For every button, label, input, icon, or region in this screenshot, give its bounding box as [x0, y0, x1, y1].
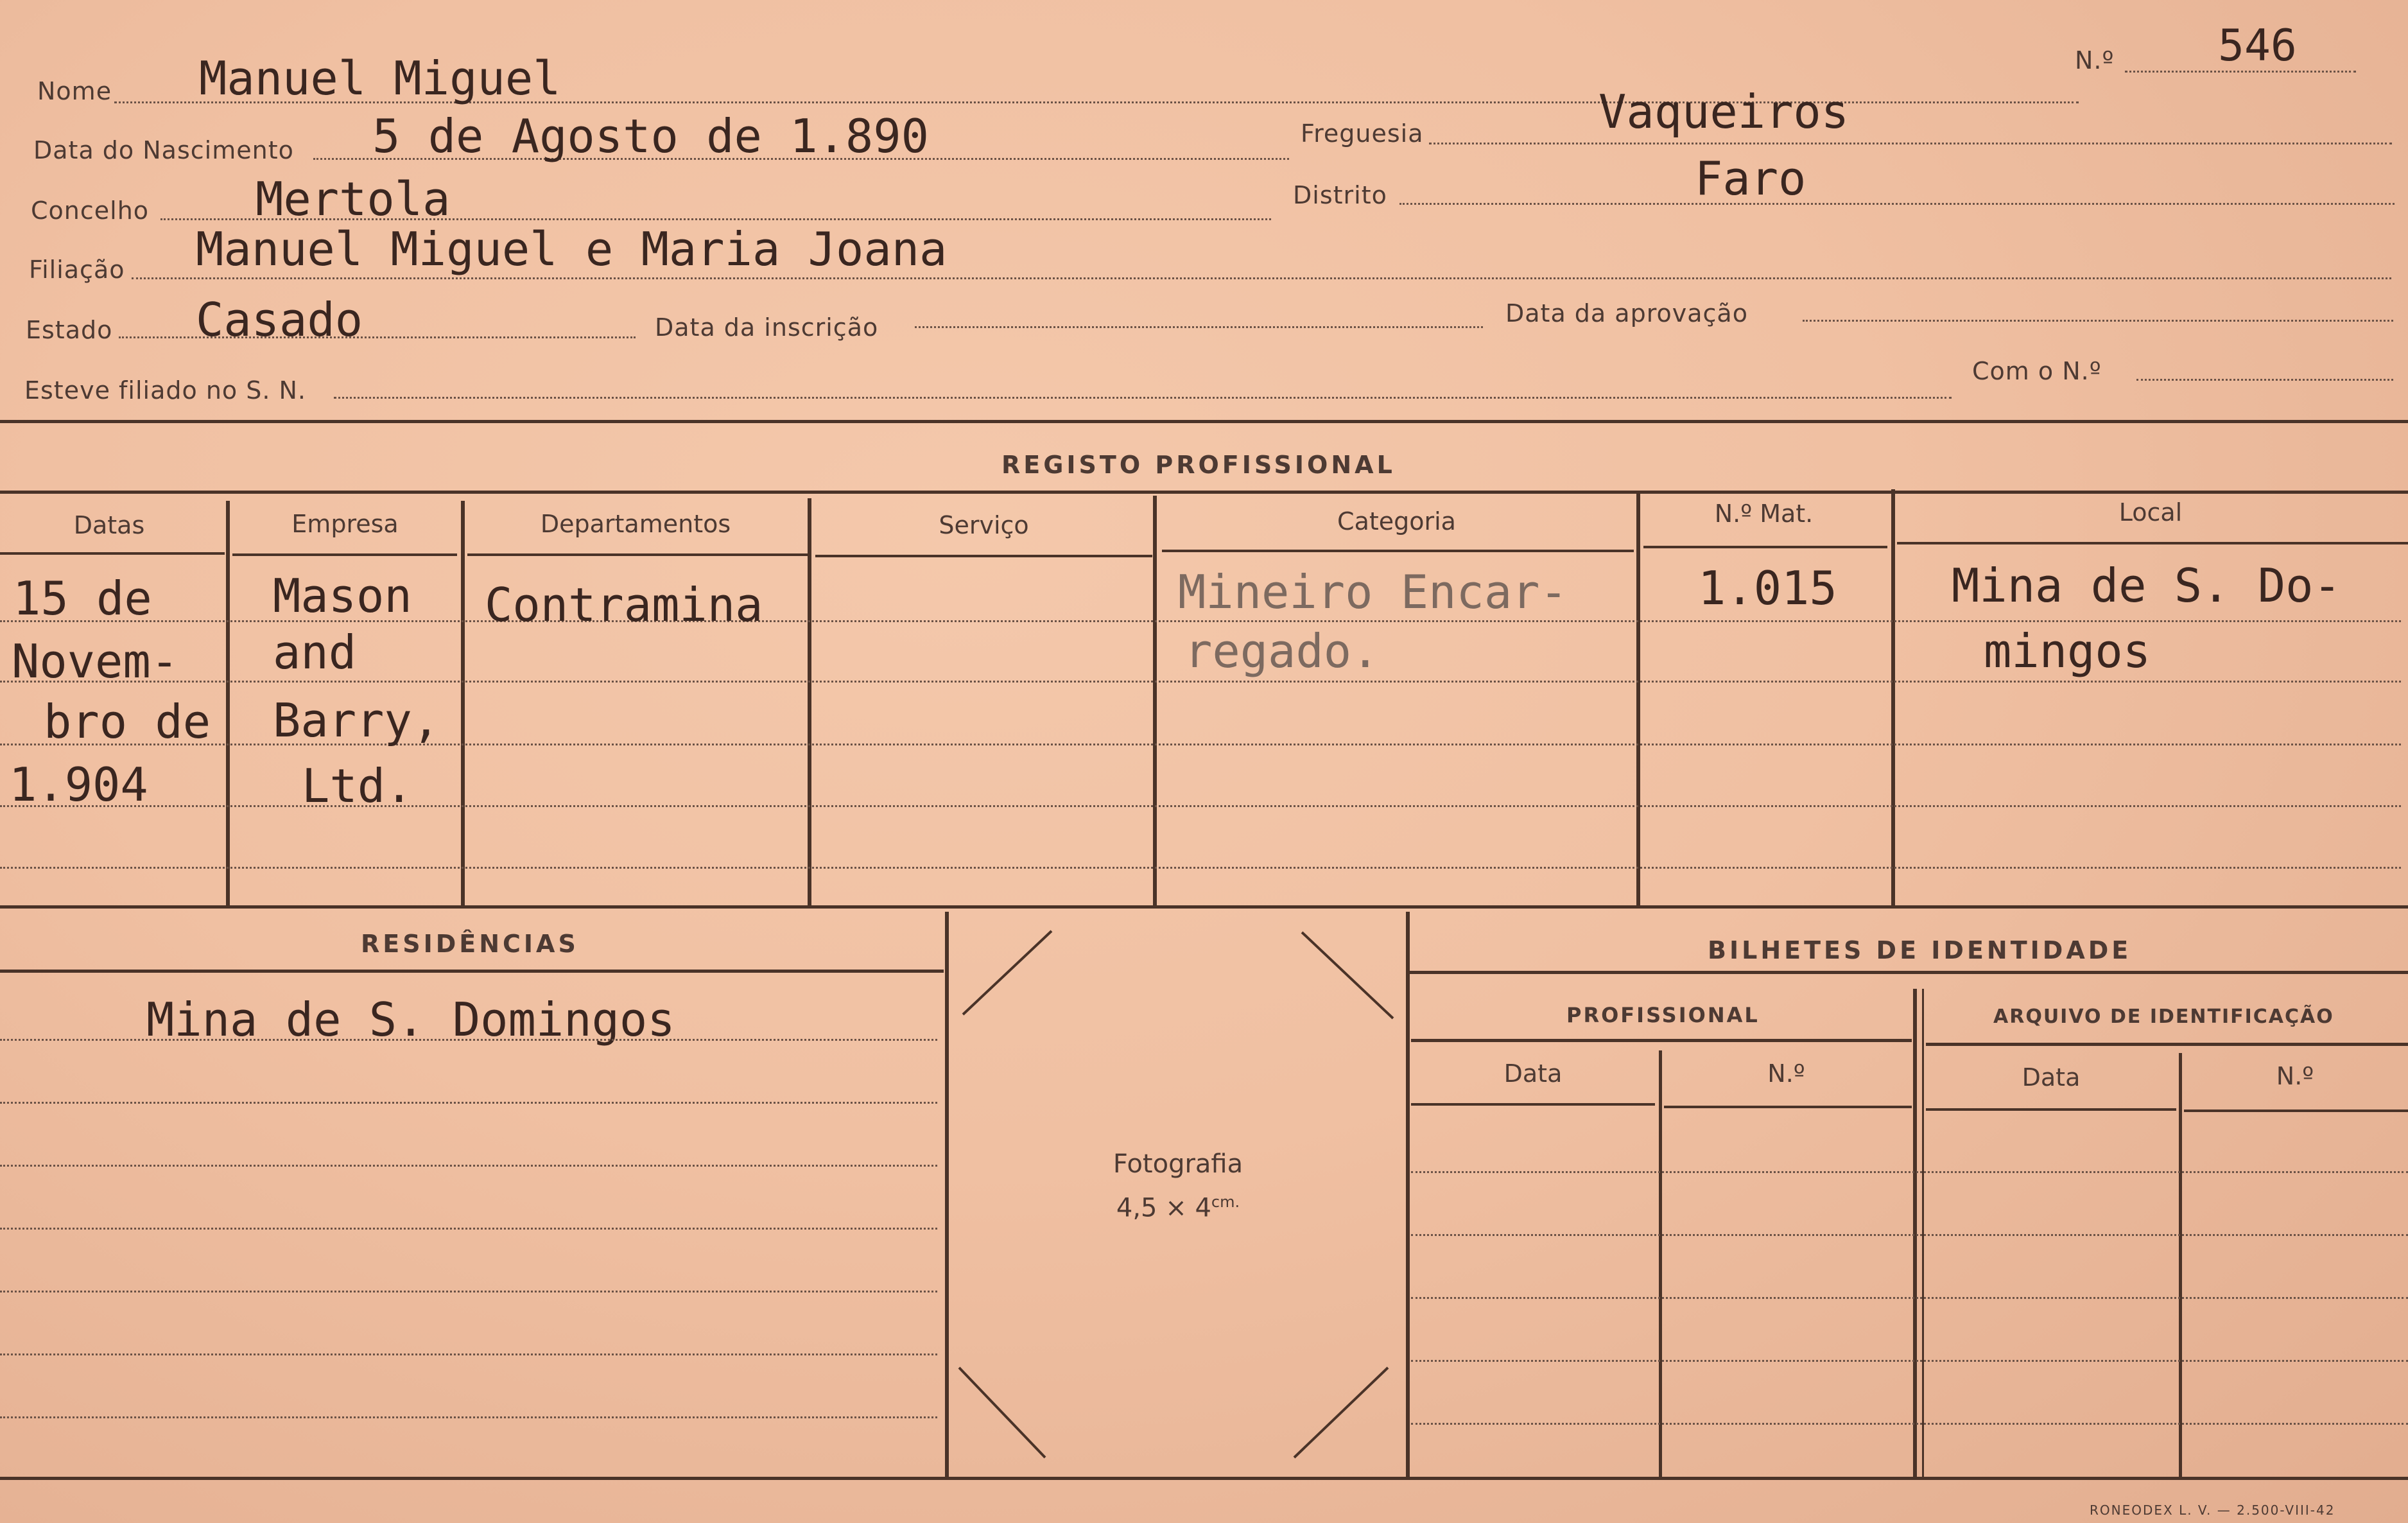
residencias-line [0, 1416, 937, 1418]
estado-value: Casado [196, 293, 363, 347]
col-mat-header: N.º Mat. [1714, 500, 1814, 528]
inscricao-label: Data da inscrição [655, 313, 879, 342]
nascimento-value: 5 de Agosto de 1.890 [372, 109, 929, 163]
residencias-line [0, 1353, 937, 1355]
arquivo-data-underline [1926, 1108, 2176, 1111]
com-numero-line [2136, 379, 2393, 381]
residencias-line [0, 1291, 937, 1292]
col-empresa-header: Empresa [291, 510, 399, 538]
inscricao-line [915, 326, 1483, 328]
bilhetes-profissional-title: PROFISSIONAL [1566, 1003, 1760, 1027]
photo-corner-top-right [1302, 932, 1393, 1018]
col-divider-2 [461, 501, 465, 907]
filiado-label: Esteve filiado no S. N. [24, 376, 307, 405]
aprovacao-line [1803, 320, 2393, 322]
residencias-line [0, 1039, 937, 1041]
registo-empresa-line-3: Barry, [273, 693, 440, 747]
col-departamentos-header: Departamentos [540, 510, 731, 538]
printer-mark: RONEODEX L. V. — 2.500-VIII-42 [2090, 1502, 2335, 1518]
col-servico-header: Serviço [939, 511, 1029, 539]
col-local-underline [1897, 542, 2408, 544]
photo-corner-bottom-right [1294, 1368, 1388, 1458]
photo-left-border [945, 912, 949, 1477]
col-divider-3 [808, 498, 811, 907]
photo-size-value: 4,5 × 4 [1116, 1193, 1211, 1223]
concelho-label: Concelho [31, 196, 150, 225]
profissional-rule [1411, 1039, 1912, 1042]
freguesia-line [1429, 143, 2392, 144]
registo-empresa-line-1: Mason [273, 569, 412, 623]
photo-size [950, 1193, 1406, 1223]
distrito-value: Faro [1695, 152, 1806, 205]
residencias-title: RESIDÊNCIAS [361, 930, 579, 958]
col-mat-underline [1643, 546, 1887, 548]
freguesia-value: Vaqueiros [1598, 85, 1849, 139]
registo-row-line [0, 681, 2401, 683]
bilhetes-group-divider [1913, 989, 1917, 1477]
registo-row-line [0, 867, 2401, 869]
arquivo-rule [1926, 1043, 2408, 1046]
residencias-line [0, 1165, 937, 1167]
col-servico-underline [815, 555, 1152, 557]
nascimento-label: Data do Nascimento [33, 136, 294, 164]
photo-right-border [1406, 912, 1410, 1477]
registo-datas-line-3: bro de [44, 695, 211, 749]
nome-label: Nome [37, 77, 112, 105]
profissional-numero-header: N.º [1767, 1059, 1805, 1088]
registo-header-rule [0, 491, 2408, 494]
distrito-label: Distrito [1293, 181, 1387, 209]
photo-label: Fotografia [1113, 1149, 1243, 1179]
profissional-numero-underline [1664, 1106, 1912, 1108]
filiado-line [334, 397, 1952, 399]
col-departamentos-underline [467, 553, 808, 556]
bilhetes-title: BILHETES DE IDENTIDADE [1708, 936, 2132, 964]
bilhetes-header-rule [1410, 971, 2408, 974]
bilhetes-group-divider-b [1922, 989, 1924, 1477]
registo-empresa-line-4: Ltd. [302, 759, 413, 813]
estado-label: Estado [26, 316, 113, 344]
registo-datas-line-1: 15 de [13, 571, 152, 625]
photo-corner-top-left [963, 931, 1052, 1014]
registo-categoria-line-1: Mineiro Encar- [1178, 565, 1568, 619]
aprovacao-label: Data da aprovação [1505, 299, 1748, 327]
registo-local-line-1: Mina de S. Do- [1952, 559, 2341, 613]
filiacao-value: Manuel Miguel e Maria Joana [196, 222, 948, 276]
col-divider-5 [1636, 492, 1640, 905]
residencias-header-rule [0, 970, 944, 973]
freguesia-label: Freguesia [1301, 119, 1424, 148]
filiacao-label: Filiação [29, 256, 125, 284]
residencias-value: Mina de S. Domingos [146, 993, 675, 1047]
arquivo-data-header: Data [2022, 1063, 2081, 1092]
bilhetes-row-line [1411, 1423, 2408, 1425]
bilhetes-row-line [1411, 1171, 2408, 1173]
col-divider-4 [1153, 496, 1157, 905]
bottom-top-rule [0, 905, 2408, 909]
arquivo-numero-header: N.º [2276, 1062, 2314, 1090]
col-divider-6 [1891, 489, 1895, 905]
photo-corner-bottom-left [959, 1368, 1045, 1458]
registo-top-rule [0, 420, 2408, 423]
bilhetes-row-line [1411, 1360, 2408, 1362]
bilhetes-row-line [1411, 1297, 2408, 1299]
filiacao-line [132, 277, 2391, 279]
bilhetes-arquivo-title: ARQUIVO DE IDENTIFICAÇÃO [1993, 1005, 2334, 1028]
registo-title: REGISTO PROFISSIONAL [1001, 451, 1396, 479]
registo-empresa-line-2: and [273, 625, 357, 679]
col-categoria-underline [1162, 550, 1634, 552]
card-number-value: 546 [2218, 21, 2297, 71]
col-datas-header: Datas [73, 511, 145, 539]
col-divider-1 [226, 501, 230, 905]
col-categoria-header: Categoria [1337, 507, 1456, 535]
registo-categoria-line-2: regado. [1184, 624, 1380, 678]
registo-departamento-value: Contramina [485, 578, 763, 632]
col-local-header: Local [2118, 498, 2183, 527]
registo-local-line-2: mingos [1984, 624, 2151, 678]
registo-datas-line-4: 1.904 [9, 758, 148, 812]
photo-size-unit: cm. [1211, 1193, 1240, 1211]
nome-value: Manuel Miguel [199, 51, 561, 105]
col-datas-underline [0, 552, 225, 555]
concelho-value: Mertola [256, 172, 451, 226]
profissional-data-header: Data [1503, 1059, 1563, 1088]
residencias-line [0, 1228, 937, 1230]
bottom-rule [0, 1477, 2408, 1480]
arquivo-col-divider [2179, 1053, 2182, 1477]
profissional-col-divider [1659, 1050, 1662, 1477]
distrito-line [1399, 203, 2395, 205]
profissional-data-underline [1411, 1103, 1655, 1106]
com-numero-label: Com o N.º [1972, 357, 2102, 385]
arquivo-numero-underline [2184, 1110, 2408, 1112]
registo-datas-line-2: Novem- [12, 634, 179, 688]
col-empresa-underline [232, 553, 457, 556]
card-number-label: N.º [2075, 46, 2115, 74]
residencias-line [0, 1102, 937, 1104]
bilhetes-row-line [1411, 1234, 2408, 1236]
registo-mat-value: 1.015 [1698, 561, 1837, 615]
